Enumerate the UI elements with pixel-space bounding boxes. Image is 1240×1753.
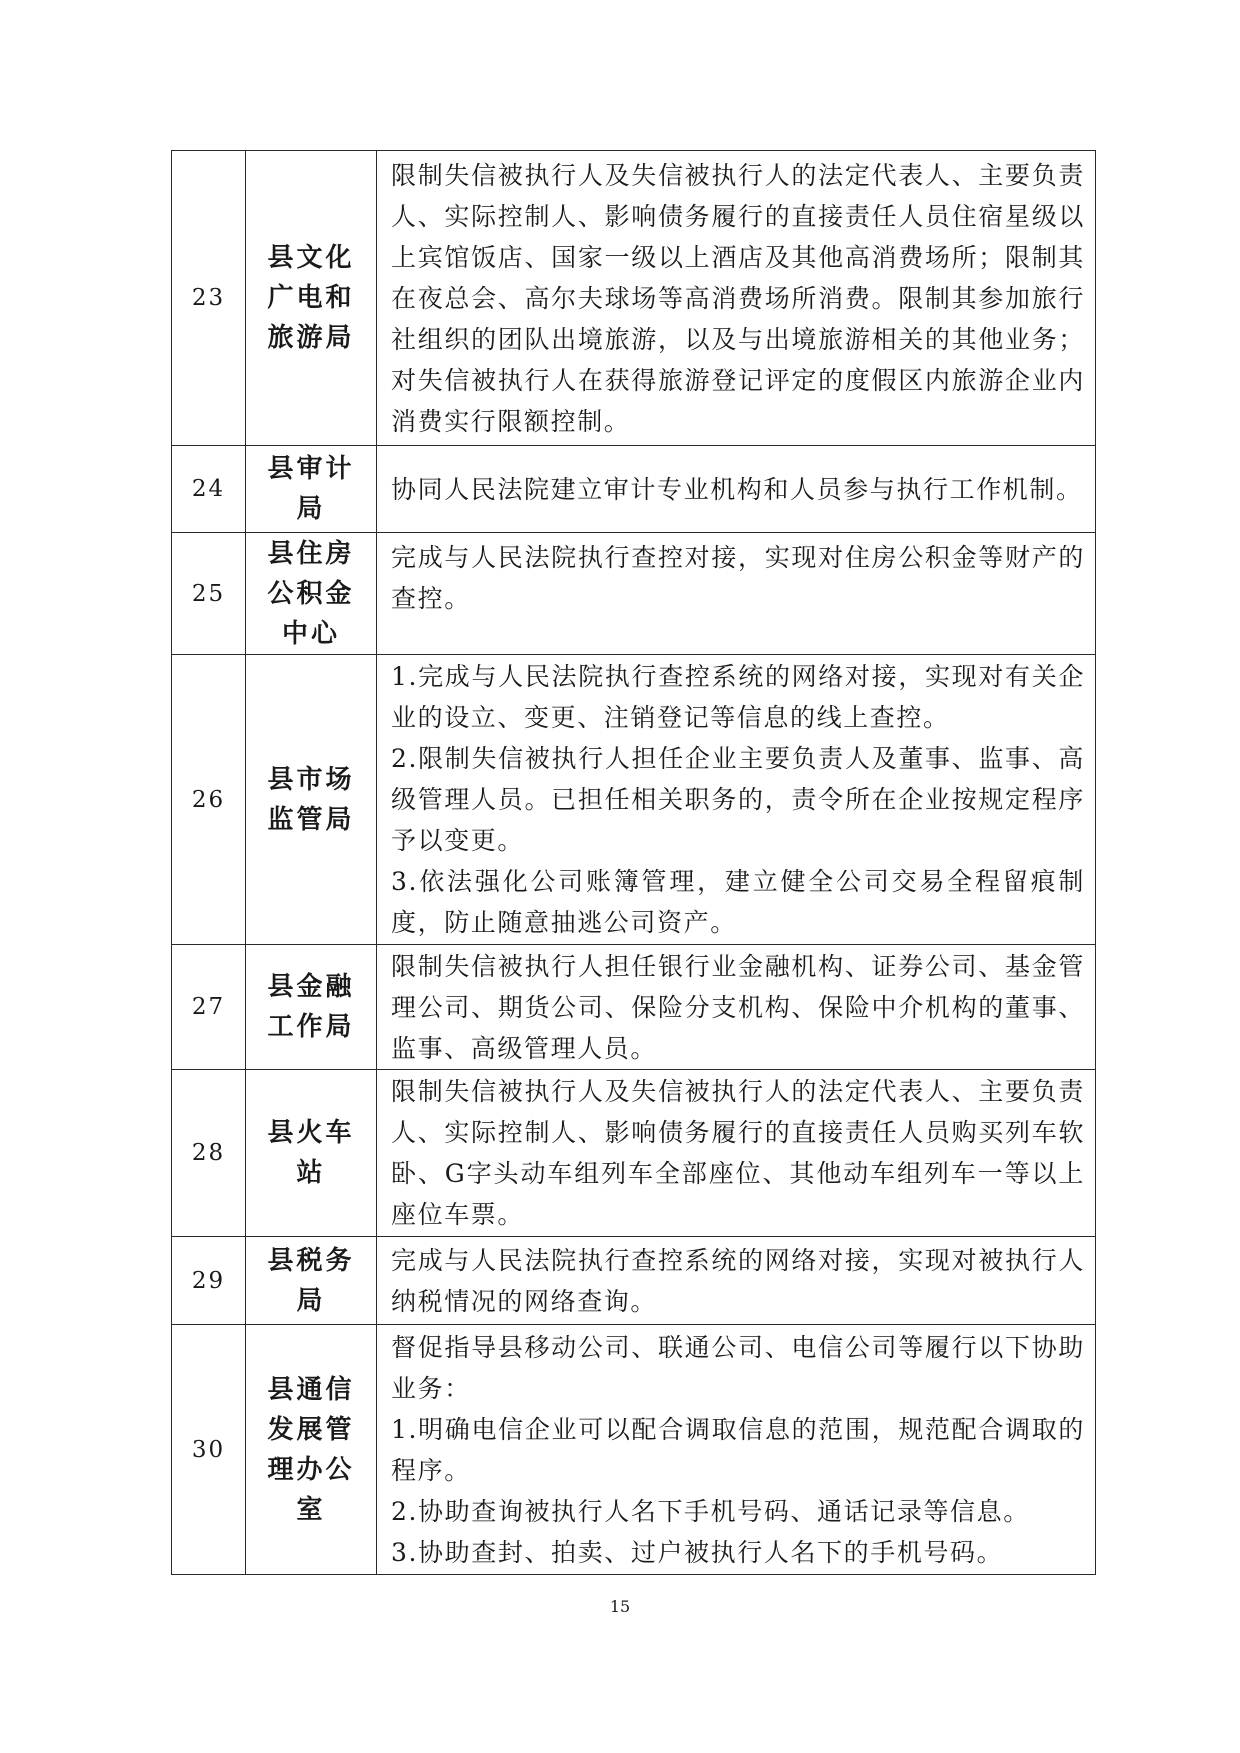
row-number: 23: [172, 151, 246, 446]
department-name: 县住房公积金中心: [246, 533, 377, 655]
duty-item: 3.协助查封、拍卖、过户被执行人名下的手机号码。: [391, 1537, 1004, 1567]
row-number: 26: [172, 655, 246, 945]
table-row: [172, 655, 1096, 945]
duty-text: 协同人民法院建立审计专业机构和人员参与执行工作机制。: [391, 474, 1083, 504]
table-row: [172, 151, 1096, 446]
row-number: 27: [172, 945, 246, 1070]
duty-cell: [377, 655, 1096, 945]
department-name: 县文化广电和旅游局: [246, 151, 377, 446]
table-row: [172, 945, 1096, 1070]
row-number: 28: [172, 1070, 246, 1237]
row-number: 29: [172, 1237, 246, 1325]
duty-text: 限制失信被执行人及失信被执行人的法定代表人、主要负责人、实际控制人、影响债务履行的直接责任人员购买列车软卧、G字头动车组列车全部座位、其他动车组列车一等以上座位车票。: [391, 1077, 1085, 1229]
department-name: 县市场监管局: [246, 655, 377, 945]
duty-text: 限制失信被执行人及失信被执行人的法定代表人、主要负责人、实际控制人、影响债务履行的直接责任人员住宿星级以上宾馆饭店、国家一级以上酒店及其他高消费场所；限制其在夜总会、高尔夫球场等高消费场所消费。限制其参加旅行社组织的团队出境旅游，以及与出境旅游相关的其他业务；对失信被执行人在获得旅游登记评定的度假区内旅游企业内消费实行限额控制。: [391, 160, 1085, 436]
duty-cell: [377, 945, 1096, 1070]
duty-cell: [377, 446, 1096, 533]
page-number: 15: [609, 1597, 631, 1616]
duty-item: 2.限制失信被执行人担任企业主要负责人及董事、监事、高级管理人员。已担任相关职务的，责令所在企业按规定程序予以变更。: [391, 744, 1085, 855]
duty-item: 2.协助查询被执行人名下手机号码、通话记录等信息。: [391, 1496, 1030, 1526]
row-number: 25: [172, 533, 246, 655]
duty-item: 督促指导县移动公司、联通公司、电信公司等履行以下协助业务：: [391, 1332, 1085, 1403]
duty-cell: [377, 533, 1096, 655]
duty-item: 1.完成与人民法院执行查控系统的网络对接，实现对有关企业的设立、变更、注销登记等信息的线上查控。: [391, 662, 1085, 732]
row-number: 24: [172, 446, 246, 533]
duty-text: 限制失信被执行人担任银行业金融机构、证券公司、基金管理公司、期货公司、保险分支机构、保险中介机构的董事、监事、高级管理人员。: [391, 951, 1085, 1063]
table-row: [172, 1070, 1096, 1237]
duty-text: 完成与人民法院执行查控对接，实现对住房公积金等财产的查控。: [391, 543, 1085, 613]
department-name: 县税务局: [246, 1237, 377, 1325]
row-number: 30: [172, 1325, 246, 1575]
table-row: [172, 446, 1096, 533]
duty-cell: [377, 1070, 1096, 1237]
responsibility-table: [171, 150, 1096, 1575]
department-name: 县金融工作局: [246, 945, 377, 1070]
department-name: 县火车站: [246, 1070, 377, 1237]
table-row: [172, 1325, 1096, 1575]
duty-cell: [377, 1325, 1096, 1575]
duty-item: 1.明确电信企业可以配合调取信息的范围，规范配合调取的程序。: [391, 1414, 1085, 1485]
duty-item: 3.依法强化公司账簿管理，建立健全公司交易全程留痕制度，防止随意抽逃公司资产。: [391, 867, 1085, 937]
table-row: [172, 1237, 1096, 1325]
department-name: 县审计局: [246, 446, 377, 533]
table-row: [172, 533, 1096, 655]
department-name: 县通信发展管理办公室: [246, 1325, 377, 1575]
duty-cell: [377, 151, 1096, 446]
duty-cell: [377, 1237, 1096, 1325]
duty-text: 完成与人民法院执行查控系统的网络对接，实现对被执行人纳税情况的网络查询。: [391, 1245, 1085, 1316]
